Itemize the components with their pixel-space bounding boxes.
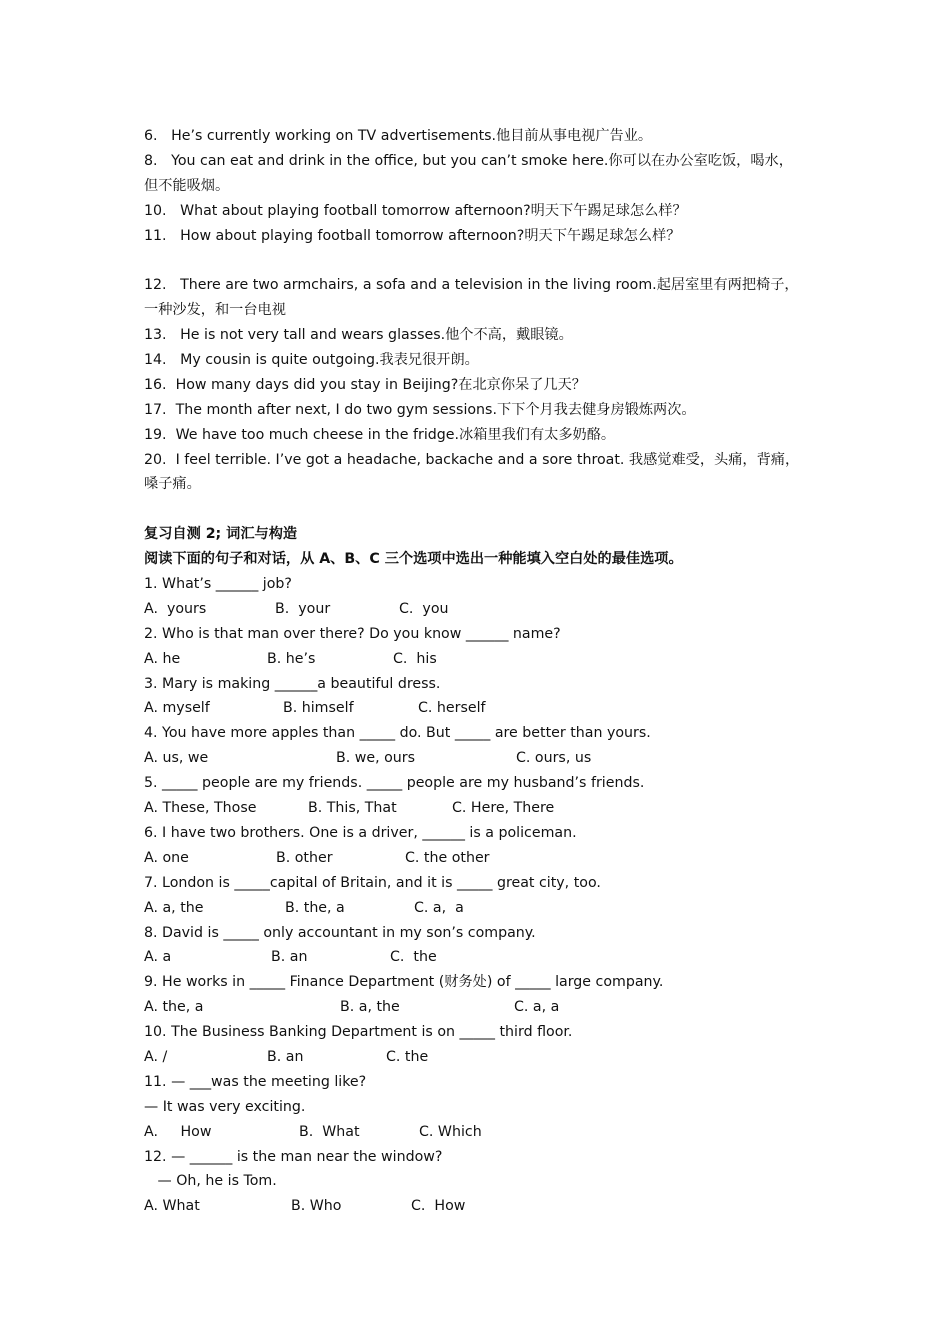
- answer-options: [144, 846, 814, 871]
- option-c[interactable]: C. Here, There: [452, 800, 555, 817]
- document-content: [144, 124, 814, 1219]
- sentence-11: 11. How about playing football tomorrow afternoon?明天下午踢足球怎么样？: [144, 227, 681, 244]
- question-10: [144, 1020, 814, 1070]
- option-b[interactable]: B. an: [271, 949, 308, 966]
- option-a[interactable]: A. How: [144, 1123, 212, 1140]
- sentence-14: 14. My cousin is quite outgoing.我表兄很开朗。: [144, 352, 479, 369]
- question-stem: 2. Who is that man over there? Do you know ______ name?: [144, 625, 561, 642]
- sentence-6: 6. He’s currently working on TV advertisements.他目前从事电视广告业。: [144, 128, 653, 144]
- option-c[interactable]: C. Which: [419, 1123, 482, 1140]
- option-a[interactable]: A. us, we: [144, 750, 209, 767]
- answer-options: [144, 945, 814, 970]
- option-b[interactable]: B. What: [299, 1123, 360, 1140]
- option-c[interactable]: C. the: [386, 1048, 429, 1065]
- question-stem: 5. _____ people are my friends. _____ people are my husband’s friends.: [144, 775, 645, 792]
- option-b[interactable]: B. we, ours: [336, 750, 416, 767]
- spacer: [144, 497, 814, 522]
- sentence-19: 19. We have too much cheese in the fridge.冰箱里我们有太多奶酪。: [144, 426, 616, 443]
- sentence-12: 12. There are two armchairs, a sofa and a television in the living room.起居室里有两把椅子， 一种沙发，和一台电视: [144, 277, 799, 319]
- option-a[interactable]: A. the, a: [144, 999, 204, 1016]
- question-list: [144, 572, 814, 1219]
- sentence-13: 13. He is not very tall and wears glasses.他个不高，戴眼镜。: [144, 327, 573, 344]
- option-b[interactable]: B. the, a: [285, 899, 345, 916]
- option-c[interactable]: C. the other: [405, 849, 490, 866]
- answer-options: [144, 647, 814, 672]
- option-b[interactable]: B. he’s: [267, 650, 316, 667]
- question-4: [144, 721, 814, 771]
- option-c[interactable]: C. a, a: [514, 999, 560, 1016]
- sentence-20: 20. I feel terrible. I’ve got a headache, backache and a sore throat. 我感觉难受，头痛，背痛， 嗓子痛。: [144, 451, 800, 493]
- answer-options: [144, 1194, 814, 1219]
- section-title: 复习自测 2; 词汇与构造: [144, 526, 298, 543]
- option-a[interactable]: A. yours: [144, 600, 207, 617]
- option-a[interactable]: A. a, the: [144, 899, 204, 916]
- question-2: [144, 622, 814, 672]
- question-5: [144, 771, 814, 821]
- question-stem: 9. He works in _____ Finance Department (财务处) of _____ large company.: [144, 974, 664, 991]
- answer-options: [144, 597, 814, 622]
- option-b[interactable]: B. an: [267, 1048, 304, 1065]
- option-c[interactable]: C. you: [399, 600, 449, 617]
- option-c[interactable]: C. How: [411, 1198, 466, 1215]
- question-9: [144, 970, 814, 1020]
- sentence-8: 8. You can eat and drink in the office, but you can’t smoke here.你可以在办公室吃饭，喝水， 但不能吸烟。: [144, 152, 793, 194]
- option-a[interactable]: A. /: [144, 1048, 168, 1065]
- question-stem: 8. David is _____ only accountant in my son’s company.: [144, 924, 536, 941]
- answer-options: [144, 696, 814, 721]
- question-11: [144, 1070, 814, 1145]
- question-3: [144, 672, 814, 722]
- sentence-list: [144, 124, 814, 497]
- question-stem: 7. London is _____capital of Britain, and it is _____ great city, too.: [144, 874, 601, 891]
- question-stem: 11. — ___was the meeting like?: [144, 1073, 367, 1090]
- answer-options: [144, 1120, 814, 1145]
- question-stem: 6. I have two brothers. One is a driver, ______ is a policeman.: [144, 824, 577, 841]
- section-instruction: 阅读下面的句子和对话，从 A、B、C 三个选项中选出一种能填入空白处的最佳选项。: [144, 551, 683, 568]
- option-c[interactable]: C. ours, us: [516, 750, 592, 767]
- question-6: [144, 821, 814, 871]
- option-a[interactable]: A. myself: [144, 700, 210, 717]
- option-c[interactable]: C. a, a: [414, 899, 464, 916]
- question-stem: — It was very exciting.: [144, 1098, 306, 1115]
- option-a[interactable]: A. What: [144, 1198, 200, 1215]
- option-a[interactable]: A. a: [144, 949, 172, 966]
- option-c[interactable]: C. herself: [418, 700, 486, 717]
- sentence-16: 16. How many days did you stay in Beijing?在北京你呆了几天？: [144, 376, 586, 393]
- sentence-10: 10. What about playing football tomorrow afternoon?明天下午踢足球怎么样？: [144, 202, 687, 219]
- question-8: [144, 921, 814, 971]
- option-c[interactable]: C. the: [390, 949, 437, 966]
- option-b[interactable]: B. This, That: [308, 800, 397, 817]
- question-1: [144, 572, 814, 622]
- sentence-17: 17. The month after next, I do two gym sessions.下下个月我去健身房锻炼两次。: [144, 401, 696, 418]
- option-c[interactable]: C. his: [393, 650, 437, 667]
- option-a[interactable]: A. These, Those: [144, 800, 257, 817]
- answer-options: [144, 796, 814, 821]
- answer-options: [144, 995, 814, 1020]
- question-stem: 3. Mary is making ______a beautiful dress.: [144, 675, 441, 692]
- option-b[interactable]: B. Who: [291, 1198, 342, 1215]
- option-b[interactable]: B. himself: [283, 700, 354, 717]
- answer-options: [144, 1045, 814, 1070]
- question-stem: 4. You have more apples than _____ do. But _____ are better than yours.: [144, 725, 651, 742]
- option-a[interactable]: A. he: [144, 650, 181, 667]
- answer-options: [144, 746, 814, 771]
- option-b[interactable]: B. your: [275, 600, 331, 617]
- option-b[interactable]: B. a, the: [340, 999, 400, 1016]
- question-stem: — Oh, he is Tom.: [144, 1173, 277, 1190]
- question-stem: 12. — ______ is the man near the window?: [144, 1148, 443, 1165]
- question-stem: 10. The Business Banking Department is on _____ third floor.: [144, 1024, 573, 1041]
- question-7: [144, 871, 814, 921]
- question-12: [144, 1145, 814, 1220]
- option-a[interactable]: A. one: [144, 849, 189, 866]
- option-b[interactable]: B. other: [276, 849, 333, 866]
- answer-options: [144, 896, 814, 921]
- spacer: [144, 248, 814, 273]
- question-stem: 1. What’s ______ job?: [144, 576, 292, 593]
